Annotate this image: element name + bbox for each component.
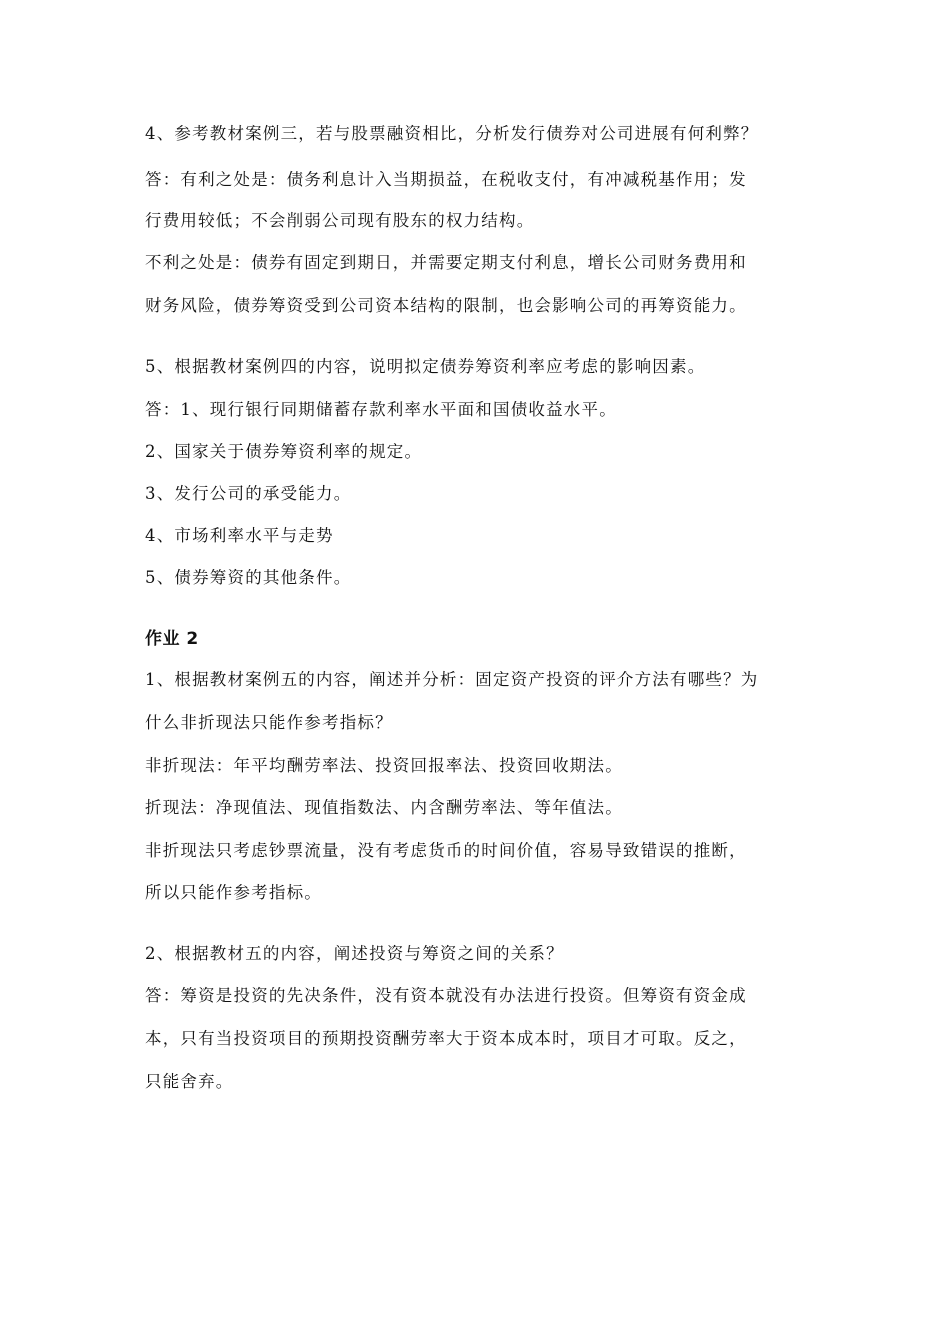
answer-5-line-3: 3、发行公司的承受能力。 <box>145 484 352 503</box>
question-1-line-2: 什么非折现法只能作参考指标？ <box>145 713 393 732</box>
answer-5-line-5: 5、债券筹资的其他条件。 <box>145 568 352 587</box>
question-2: 2、根据教材五的内容，阐述投资与筹资之间的关系？ <box>145 944 564 963</box>
question-5: 5、根据教材案例四的内容，说明拟定债券筹资利率应考虑的影响因素。 <box>145 357 706 376</box>
answer-4-line-4: 财务风险，债券筹资受到公司资本结构的限制，也会影响公司的再筹资能力。 <box>145 296 747 315</box>
answer-2-line-1: 答：筹资是投资的先决条件，没有资本就没有办法进行投资。但筹资有资金成 <box>145 986 747 1005</box>
answer-5-line-4: 4、市场利率水平与走势 <box>145 526 334 545</box>
answer-5-line-1: 答：1、现行银行同期储蓄存款利率水平面和国债收益水平。 <box>145 400 617 419</box>
section-heading: 作业 2 <box>145 629 199 649</box>
question-1-line-1: 1、根据教材案例五的内容，阐述并分析：固定资产投资的评介方法有哪些？为 <box>145 670 759 689</box>
answer-2-line-2: 本，只有当投资项目的预期投资酬劳率大于资本成本时，项目才可取。反之， <box>145 1029 747 1048</box>
answer-4-line-2: 行费用较低；不会削弱公司现有股东的权力结构。 <box>145 211 535 230</box>
answer-1-line-4: 所以只能作参考指标。 <box>145 883 322 902</box>
question-4: 4、参考教材案例三，若与股票融资相比，分析发行债券对公司进展有何利弊？ <box>145 124 759 143</box>
document-page <box>145 0 810 1344</box>
answer-4-line-1: 答：有利之处是：债务利息计入当期损益，在税收支付，有冲减税基作用；发 <box>145 170 747 189</box>
answer-2-line-3: 只能舍弃。 <box>145 1072 234 1091</box>
answer-5-line-2: 2、国家关于债券筹资利率的规定。 <box>145 442 423 461</box>
answer-4-line-3: 不利之处是：债券有固定到期日，并需要定期支付利息，增长公司财务费用和 <box>145 253 747 272</box>
answer-1-line-2: 折现法：净现值法、现值指数法、内含酬劳率法、等年值法。 <box>145 798 623 817</box>
answer-1-line-1: 非折现法：年平均酬劳率法、投资回报率法、投资回收期法。 <box>145 756 623 775</box>
answer-1-line-3: 非折现法只考虑钞票流量，没有考虑货币的时间价值，容易导致错误的推断， <box>145 841 747 860</box>
